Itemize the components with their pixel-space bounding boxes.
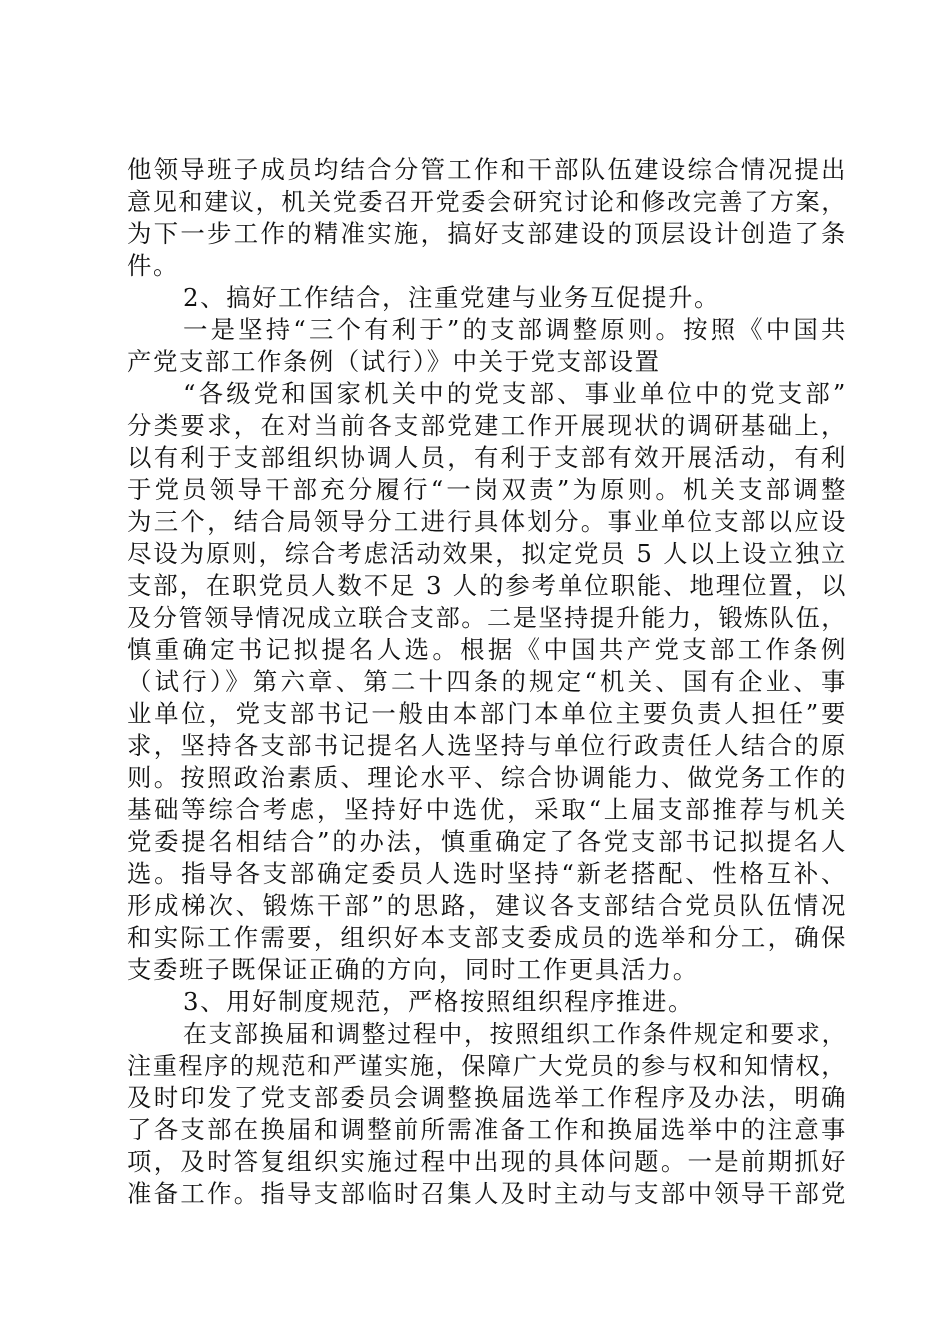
text-line: 准备工作。指导支部临时召集人及时主动与支部中领导干部党 bbox=[127, 1179, 847, 1208]
text-line: 求，坚持各支部书记提名人选坚持与单位行政责任人结合的原 bbox=[127, 731, 847, 760]
text-line: 及时印发了党支部委员会调整换届选举工作程序及办法，明确 bbox=[127, 1083, 847, 1112]
text-line: 3、用好制度规范，严格按照组织程序推进。 bbox=[183, 987, 694, 1016]
text-line: 党委提名相结合”的办法，慎重确定了各党支部书记拟提名人 bbox=[127, 827, 847, 856]
text-line: 分类要求，在对当前各支部党建工作开展现状的调研基础上， bbox=[127, 411, 847, 440]
text-line: 和实际工作需要，组织好本支部支委成员的选举和分工，确保 bbox=[127, 923, 847, 952]
text-line: 在支部换届和调整过程中，按照组织工作条件规定和要求， bbox=[183, 1020, 847, 1048]
text-line: 于党员领导干部充分履行“一岗双责”为原则。机关支部调整 bbox=[127, 475, 847, 504]
text-line: 意见和建议，机关党委召开党委会研究讨论和修改完善了方案， bbox=[127, 188, 847, 216]
text-line: 形成梯次、锻炼干部”的思路，建议各支部结合党员队伍情况 bbox=[127, 891, 847, 920]
text-line: 2、搞好工作结合，注重党建与业务互促提升。 bbox=[183, 283, 720, 312]
text-line: 以有利于支部组织协调人员，有利于支部有效开展活动，有利 bbox=[127, 443, 847, 472]
text-line: 慎重确定书记拟提名人选。根据《中国共产党支部工作条例 bbox=[127, 635, 847, 664]
text-line: 为下一步工作的精准实施，搞好支部建设的顶层设计创造了条 bbox=[127, 219, 847, 248]
text-line: 注重程序的规范和严谨实施，保障广大党员的参与权和知情权， bbox=[127, 1052, 847, 1080]
text-line: 尽设为原则，综合考虑活动效果，拟定党员 5 人以上设立独立 bbox=[127, 539, 847, 568]
text-line: 业单位，党支部书记一般由本部门本单位主要负责人担任”要 bbox=[127, 699, 847, 728]
body-text bbox=[127, 154, 847, 1210]
text-line: 支部，在职党员人数不足 3 人的参考单位职能、地理位置，以 bbox=[127, 571, 847, 600]
text-line: 支委班子既保证正确的方向，同时工作更具活力。 bbox=[127, 955, 699, 984]
text-line: （试行）》第六章、第二十四条的规定“机关、国有企业、事 bbox=[127, 667, 847, 696]
text-line: 一是坚持“三个有利于”的支部调整原则。按照《中国共 bbox=[183, 315, 847, 344]
text-line: 及分管领导情况成立联合支部。二是坚持提升能力，锻炼队伍， bbox=[127, 604, 847, 632]
text-line: 基础等综合考虑，坚持好中选优，采取“上届支部推荐与机关 bbox=[127, 795, 847, 824]
text-line: 他领导班子成员均结合分管工作和干部队伍建设综合情况提出 bbox=[127, 155, 847, 184]
text-line: 了各支部在换届和调整前所需准备工作和换届选举中的注意事 bbox=[127, 1115, 847, 1144]
text-line: 则。按照政治素质、理论水平、综合协调能力、做党务工作的 bbox=[127, 763, 847, 792]
text-line: 为三个，结合局领导分工进行具体划分。事业单位支部以应设 bbox=[127, 507, 847, 536]
text-line: 件。 bbox=[127, 251, 179, 280]
text-line: 项，及时答复组织实施过程中出现的具体问题。一是前期抓好 bbox=[127, 1147, 847, 1176]
text-line: “各级党和国家机关中的党支部、事业单位中的党支部” bbox=[183, 379, 847, 408]
text-line: 选。指导各支部确定委员人选时坚持“新老搭配、性格互补、 bbox=[127, 859, 847, 888]
text-line: 产党支部工作条例（试行）》中关于党支部设置 bbox=[127, 347, 661, 376]
